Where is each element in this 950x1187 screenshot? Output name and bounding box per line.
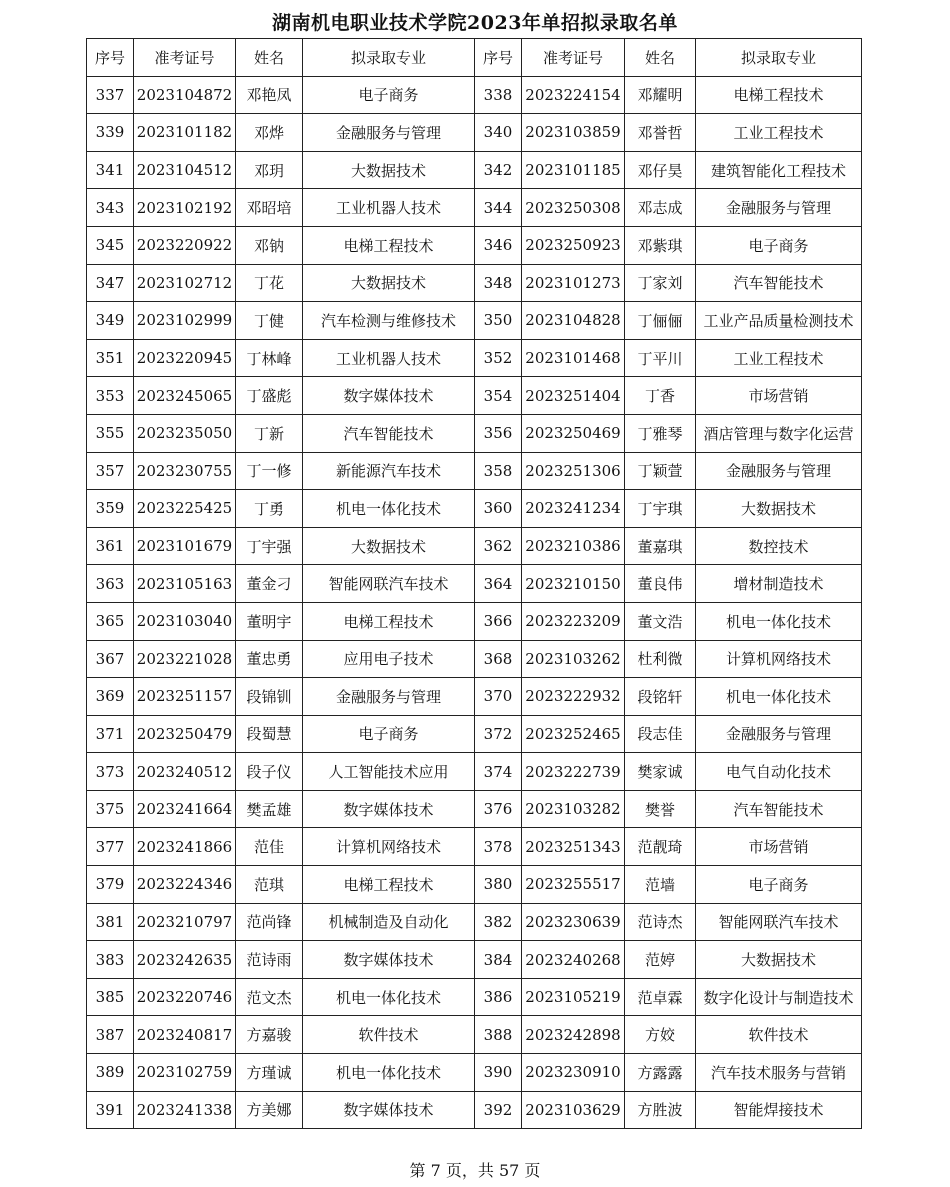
- seq-cell: 375: [87, 790, 134, 828]
- name-cell: 邓仔昊: [625, 151, 696, 189]
- exam-id-header: 准考证号: [522, 39, 625, 77]
- exam-id-cell: 2023245065: [134, 377, 236, 415]
- exam-id-cell: 2023241866: [134, 828, 236, 866]
- major-cell: 数字媒体技术: [303, 790, 475, 828]
- exam-id-cell: 2023105163: [134, 565, 236, 603]
- table-row: [87, 753, 862, 791]
- exam-id-cell: 2023222739: [522, 753, 625, 791]
- major-cell: 工业机器人技术: [303, 189, 475, 227]
- exam-id-cell: 2023105219: [522, 978, 625, 1016]
- major-cell: 机电一体化技术: [303, 1054, 475, 1092]
- seq-cell: 364: [475, 565, 522, 603]
- seq-cell: 388: [475, 1016, 522, 1054]
- major-cell: 电梯工程技术: [303, 226, 475, 264]
- table-row: [87, 640, 862, 678]
- admission-table: [86, 38, 862, 1129]
- name-cell: 丁宇琪: [625, 490, 696, 528]
- major-cell: 机电一体化技术: [303, 978, 475, 1016]
- exam-id-cell: 2023103859: [522, 114, 625, 152]
- table-row: [87, 527, 862, 565]
- name-cell: 范诗杰: [625, 903, 696, 941]
- exam-id-cell: 2023210386: [522, 527, 625, 565]
- exam-id-cell: 2023240268: [522, 941, 625, 979]
- name-cell: 丁林峰: [236, 339, 303, 377]
- name-cell: 范靓琦: [625, 828, 696, 866]
- exam-id-cell: 2023242898: [522, 1016, 625, 1054]
- name-cell: 范诗雨: [236, 941, 303, 979]
- seq-cell: 381: [87, 903, 134, 941]
- exam-id-cell: 2023250923: [522, 226, 625, 264]
- seq-cell: 358: [475, 452, 522, 490]
- seq-cell: 376: [475, 790, 522, 828]
- exam-id-cell: 2023255517: [522, 866, 625, 904]
- name-cell: 董金刁: [236, 565, 303, 603]
- name-cell: 方姣: [625, 1016, 696, 1054]
- exam-id-cell: 2023230755: [134, 452, 236, 490]
- table-row: [87, 226, 862, 264]
- exam-id-cell: 2023220945: [134, 339, 236, 377]
- seq-cell: 385: [87, 978, 134, 1016]
- seq-header: 序号: [87, 39, 134, 77]
- seq-cell: 373: [87, 753, 134, 791]
- table-row: [87, 715, 862, 753]
- name-cell: 丁香: [625, 377, 696, 415]
- seq-cell: 346: [475, 226, 522, 264]
- table-row: [87, 790, 862, 828]
- seq-cell: 360: [475, 490, 522, 528]
- name-cell: 段志佳: [625, 715, 696, 753]
- name-cell: 邓烨: [236, 114, 303, 152]
- seq-cell: 339: [87, 114, 134, 152]
- seq-cell: 349: [87, 302, 134, 340]
- table-row: [87, 490, 862, 528]
- name-cell: 范佳: [236, 828, 303, 866]
- seq-cell: 347: [87, 264, 134, 302]
- exam-id-cell: 2023103040: [134, 602, 236, 640]
- name-cell: 段锦钏: [236, 678, 303, 716]
- major-cell: 金融服务与管理: [696, 715, 862, 753]
- name-cell: 邓誉哲: [625, 114, 696, 152]
- major-cell: 电子商务: [696, 226, 862, 264]
- major-cell: 电子商务: [303, 715, 475, 753]
- seq-cell: 340: [475, 114, 522, 152]
- major-cell: 人工智能技术应用: [303, 753, 475, 791]
- exam-id-cell: 2023230639: [522, 903, 625, 941]
- seq-cell: 371: [87, 715, 134, 753]
- table-row: [87, 114, 862, 152]
- seq-cell: 372: [475, 715, 522, 753]
- name-cell: 丁新: [236, 414, 303, 452]
- seq-cell: 351: [87, 339, 134, 377]
- seq-cell: 387: [87, 1016, 134, 1054]
- major-cell: 大数据技术: [303, 264, 475, 302]
- exam-id-cell: 2023101182: [134, 114, 236, 152]
- major-cell: 建筑智能化工程技术: [696, 151, 862, 189]
- exam-id-cell: 2023230910: [522, 1054, 625, 1092]
- major-header: 拟录取专业: [303, 39, 475, 77]
- seq-cell: 350: [475, 302, 522, 340]
- exam-id-cell: 2023222932: [522, 678, 625, 716]
- name-cell: 丁颖萱: [625, 452, 696, 490]
- seq-cell: 345: [87, 226, 134, 264]
- table-row: [87, 452, 862, 490]
- major-cell: 数字媒体技术: [303, 941, 475, 979]
- name-cell: 董嘉琪: [625, 527, 696, 565]
- exam-id-cell: 2023251404: [522, 377, 625, 415]
- major-cell: 大数据技术: [303, 527, 475, 565]
- exam-id-cell: 2023102712: [134, 264, 236, 302]
- table-row: [87, 377, 862, 415]
- major-cell: 市场营销: [696, 377, 862, 415]
- name-cell: 段蜀慧: [236, 715, 303, 753]
- name-cell: 邓耀明: [625, 76, 696, 114]
- name-cell: 邓艳凤: [236, 76, 303, 114]
- major-cell: 工业产品质量检测技术: [696, 302, 862, 340]
- exam-id-cell: 2023240512: [134, 753, 236, 791]
- major-cell: 新能源汽车技术: [303, 452, 475, 490]
- major-cell: 汽车智能技术: [696, 790, 862, 828]
- seq-cell: 354: [475, 377, 522, 415]
- name-cell: 丁家刘: [625, 264, 696, 302]
- name-cell: 范卓霖: [625, 978, 696, 1016]
- table-row: [87, 941, 862, 979]
- name-cell: 董文浩: [625, 602, 696, 640]
- exam-id-cell: 2023225425: [134, 490, 236, 528]
- major-cell: 电梯工程技术: [303, 866, 475, 904]
- name-cell: 邓志成: [625, 189, 696, 227]
- name-cell: 董良伟: [625, 565, 696, 603]
- major-cell: 工业机器人技术: [303, 339, 475, 377]
- major-cell: 机电一体化技术: [696, 602, 862, 640]
- major-cell: 机电一体化技术: [696, 678, 862, 716]
- exam-id-cell: 2023220746: [134, 978, 236, 1016]
- name-cell: 方露露: [625, 1054, 696, 1092]
- table-row: [87, 414, 862, 452]
- name-cell: 丁健: [236, 302, 303, 340]
- major-cell: 机电一体化技术: [303, 490, 475, 528]
- table-row: [87, 978, 862, 1016]
- name-cell: 范婷: [625, 941, 696, 979]
- exam-id-header: 准考证号: [134, 39, 236, 77]
- seq-cell: 386: [475, 978, 522, 1016]
- seq-cell: 366: [475, 602, 522, 640]
- name-cell: 丁盛彪: [236, 377, 303, 415]
- exam-id-cell: 2023241664: [134, 790, 236, 828]
- name-cell: 范尚锋: [236, 903, 303, 941]
- major-header: 拟录取专业: [696, 39, 862, 77]
- major-cell: 汽车智能技术: [303, 414, 475, 452]
- seq-cell: 377: [87, 828, 134, 866]
- exam-id-cell: 2023101273: [522, 264, 625, 302]
- major-cell: 智能网联汽车技术: [303, 565, 475, 603]
- seq-cell: 362: [475, 527, 522, 565]
- name-cell: 段子仪: [236, 753, 303, 791]
- exam-id-cell: 2023235050: [134, 414, 236, 452]
- seq-cell: 352: [475, 339, 522, 377]
- major-cell: 增材制造技术: [696, 565, 862, 603]
- seq-cell: 357: [87, 452, 134, 490]
- major-cell: 汽车检测与维修技术: [303, 302, 475, 340]
- name-cell: 丁一修: [236, 452, 303, 490]
- name-cell: 范琪: [236, 866, 303, 904]
- seq-cell: 383: [87, 941, 134, 979]
- name-header: 姓名: [625, 39, 696, 77]
- seq-cell: 343: [87, 189, 134, 227]
- name-cell: 段铭轩: [625, 678, 696, 716]
- major-cell: 金融服务与管理: [303, 114, 475, 152]
- exam-id-cell: 2023242635: [134, 941, 236, 979]
- exam-id-cell: 2023224346: [134, 866, 236, 904]
- major-cell: 计算机网络技术: [696, 640, 862, 678]
- major-cell: 金融服务与管理: [303, 678, 475, 716]
- exam-id-cell: 2023103262: [522, 640, 625, 678]
- major-cell: 工业工程技术: [696, 339, 862, 377]
- table-row: [87, 678, 862, 716]
- name-cell: 樊孟雄: [236, 790, 303, 828]
- exam-id-cell: 2023101185: [522, 151, 625, 189]
- name-header: 姓名: [236, 39, 303, 77]
- table-row: [87, 76, 862, 114]
- name-cell: 董忠勇: [236, 640, 303, 678]
- exam-id-cell: 2023252465: [522, 715, 625, 753]
- major-cell: 电梯工程技术: [303, 602, 475, 640]
- table-row: [87, 602, 862, 640]
- name-cell: 范文杰: [236, 978, 303, 1016]
- exam-id-cell: 2023223209: [522, 602, 625, 640]
- table-row: [87, 828, 862, 866]
- exam-id-cell: 2023210797: [134, 903, 236, 941]
- seq-cell: 368: [475, 640, 522, 678]
- table-row: [87, 1054, 862, 1092]
- major-cell: 大数据技术: [696, 490, 862, 528]
- exam-id-cell: 2023251157: [134, 678, 236, 716]
- major-cell: 数控技术: [696, 527, 862, 565]
- name-cell: 丁俪俪: [625, 302, 696, 340]
- exam-id-cell: 2023101679: [134, 527, 236, 565]
- name-cell: 方嘉骏: [236, 1016, 303, 1054]
- major-cell: 电子商务: [303, 76, 475, 114]
- table-row: [87, 866, 862, 904]
- major-cell: 市场营销: [696, 828, 862, 866]
- major-cell: 大数据技术: [696, 941, 862, 979]
- exam-id-cell: 2023251343: [522, 828, 625, 866]
- seq-cell: 389: [87, 1054, 134, 1092]
- major-cell: 汽车技术服务与营销: [696, 1054, 862, 1092]
- name-cell: 丁宇强: [236, 527, 303, 565]
- major-cell: 软件技术: [303, 1016, 475, 1054]
- major-cell: 软件技术: [696, 1016, 862, 1054]
- major-cell: 机械制造及自动化: [303, 903, 475, 941]
- exam-id-cell: 2023240817: [134, 1016, 236, 1054]
- exam-id-cell: 2023250479: [134, 715, 236, 753]
- seq-cell: 355: [87, 414, 134, 452]
- seq-cell: 374: [475, 753, 522, 791]
- seq-header: 序号: [475, 39, 522, 77]
- exam-id-cell: 2023250308: [522, 189, 625, 227]
- name-cell: 方瑾诚: [236, 1054, 303, 1092]
- exam-id-cell: 2023103282: [522, 790, 625, 828]
- name-cell: 董明宇: [236, 602, 303, 640]
- seq-cell: 337: [87, 76, 134, 114]
- page-title: 湖南机电职业技术学院2023年单招拟录取名单: [272, 12, 678, 34]
- major-cell: 计算机网络技术: [303, 828, 475, 866]
- seq-cell: 370: [475, 678, 522, 716]
- table-row: [87, 264, 862, 302]
- seq-cell: 363: [87, 565, 134, 603]
- exam-id-cell: 2023104512: [134, 151, 236, 189]
- exam-id-cell: 2023220922: [134, 226, 236, 264]
- seq-cell: 392: [475, 1091, 522, 1129]
- major-cell: 电子商务: [696, 866, 862, 904]
- seq-cell: 382: [475, 903, 522, 941]
- name-cell: 邓玥: [236, 151, 303, 189]
- exam-id-cell: 2023104872: [134, 76, 236, 114]
- major-cell: 电气自动化技术: [696, 753, 862, 791]
- major-cell: 汽车智能技术: [696, 264, 862, 302]
- exam-id-cell: 2023251306: [522, 452, 625, 490]
- exam-id-cell: 2023210150: [522, 565, 625, 603]
- name-cell: 樊家诚: [625, 753, 696, 791]
- exam-id-cell: 2023101468: [522, 339, 625, 377]
- seq-cell: 338: [475, 76, 522, 114]
- major-cell: 工业工程技术: [696, 114, 862, 152]
- seq-cell: 365: [87, 602, 134, 640]
- seq-cell: 356: [475, 414, 522, 452]
- name-cell: 樊誉: [625, 790, 696, 828]
- seq-cell: 341: [87, 151, 134, 189]
- seq-cell: 380: [475, 866, 522, 904]
- name-cell: 杜利微: [625, 640, 696, 678]
- seq-cell: 369: [87, 678, 134, 716]
- table-row: [87, 302, 862, 340]
- table-row: [87, 1016, 862, 1054]
- major-cell: 数字媒体技术: [303, 377, 475, 415]
- exam-id-cell: 2023102759: [134, 1054, 236, 1092]
- name-cell: 邓紫琪: [625, 226, 696, 264]
- table-row: [87, 151, 862, 189]
- seq-cell: 367: [87, 640, 134, 678]
- major-cell: 数字化设计与制造技术: [696, 978, 862, 1016]
- seq-cell: 344: [475, 189, 522, 227]
- name-cell: 邓钠: [236, 226, 303, 264]
- page-footer: 第 7 页，共 57 页: [409, 1161, 541, 1180]
- name-cell: 邓昭培: [236, 189, 303, 227]
- exam-id-cell: 2023102192: [134, 189, 236, 227]
- name-cell: 丁勇: [236, 490, 303, 528]
- exam-id-cell: 2023241234: [522, 490, 625, 528]
- table-row: [87, 189, 862, 227]
- seq-cell: 361: [87, 527, 134, 565]
- seq-cell: 391: [87, 1091, 134, 1129]
- table-row: [87, 903, 862, 941]
- exam-id-cell: 2023103629: [522, 1091, 625, 1129]
- major-cell: 数字媒体技术: [303, 1091, 475, 1129]
- major-cell: 大数据技术: [303, 151, 475, 189]
- name-cell: 丁平川: [625, 339, 696, 377]
- name-cell: 范墙: [625, 866, 696, 904]
- exam-id-cell: 2023104828: [522, 302, 625, 340]
- table-row: [87, 339, 862, 377]
- major-cell: 金融服务与管理: [696, 452, 862, 490]
- name-cell: 方胜波: [625, 1091, 696, 1129]
- name-cell: 丁雅琴: [625, 414, 696, 452]
- seq-cell: 359: [87, 490, 134, 528]
- exam-id-cell: 2023250469: [522, 414, 625, 452]
- seq-cell: 378: [475, 828, 522, 866]
- table-row: [87, 565, 862, 603]
- seq-cell: 353: [87, 377, 134, 415]
- name-cell: 丁花: [236, 264, 303, 302]
- exam-id-cell: 2023102999: [134, 302, 236, 340]
- seq-cell: 384: [475, 941, 522, 979]
- seq-cell: 379: [87, 866, 134, 904]
- seq-cell: 348: [475, 264, 522, 302]
- major-cell: 智能网联汽车技术: [696, 903, 862, 941]
- seq-cell: 390: [475, 1054, 522, 1092]
- exam-id-cell: 2023221028: [134, 640, 236, 678]
- name-cell: 方美娜: [236, 1091, 303, 1129]
- seq-cell: 342: [475, 151, 522, 189]
- major-cell: 智能焊接技术: [696, 1091, 862, 1129]
- table-row: [87, 1091, 862, 1129]
- exam-id-cell: 2023224154: [522, 76, 625, 114]
- major-cell: 金融服务与管理: [696, 189, 862, 227]
- major-cell: 应用电子技术: [303, 640, 475, 678]
- major-cell: 电梯工程技术: [696, 76, 862, 114]
- table-header-row: [87, 39, 862, 77]
- major-cell: 酒店管理与数字化运营: [696, 414, 862, 452]
- exam-id-cell: 2023241338: [134, 1091, 236, 1129]
